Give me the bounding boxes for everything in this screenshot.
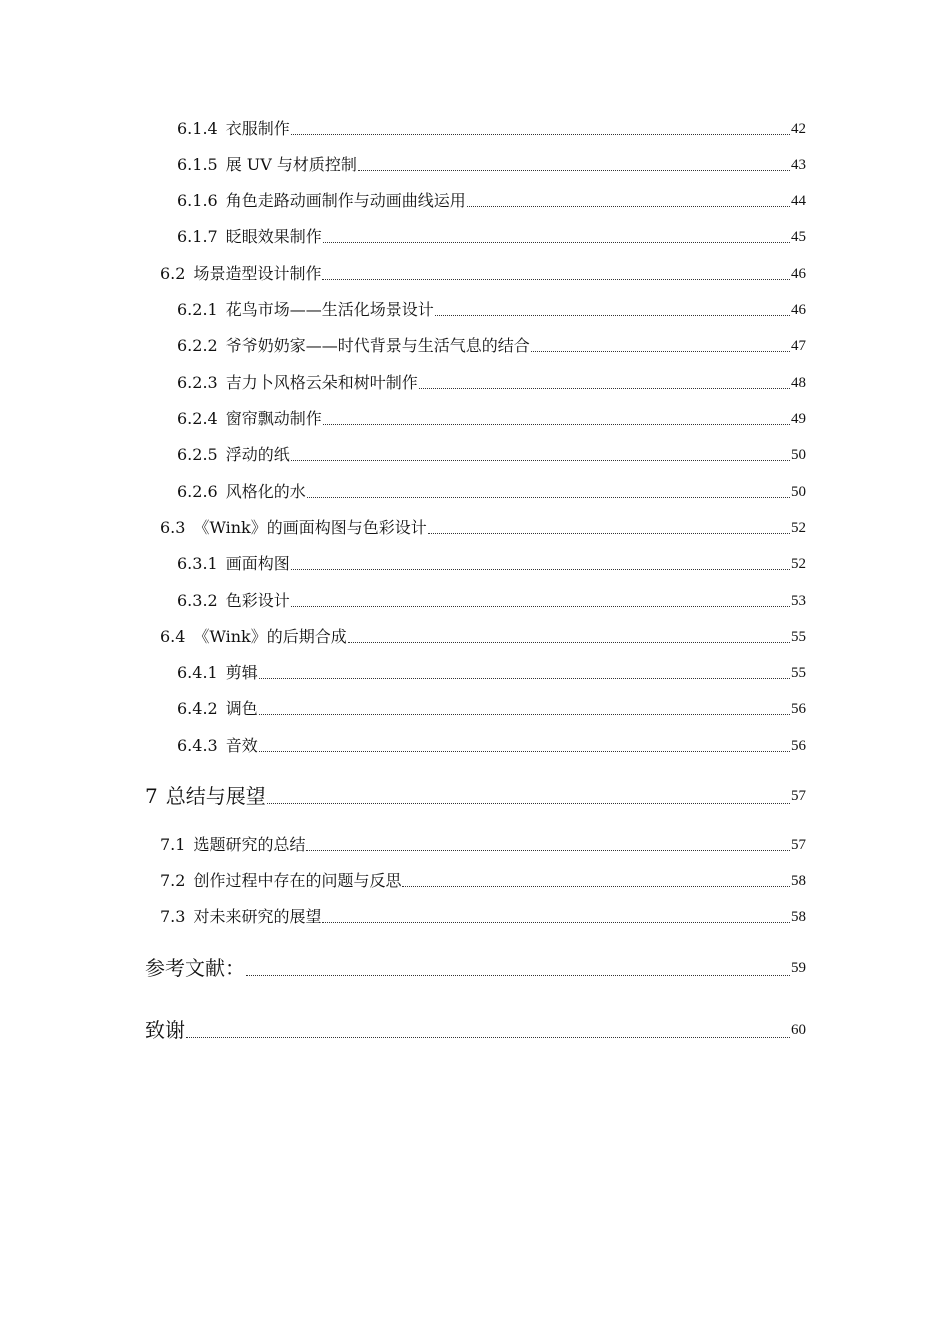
toc-number: 6.4.3 <box>177 736 218 755</box>
toc-entry[interactable] <box>160 264 806 284</box>
toc-title: 窗帘飘动制作 <box>225 409 322 428</box>
dot-leader <box>358 169 790 171</box>
toc-entry[interactable] <box>177 699 806 719</box>
toc-number: 6.2.3 <box>177 373 218 392</box>
toc-page: 60 <box>791 1022 806 1038</box>
toc-entry[interactable] <box>177 736 806 756</box>
toc-page: 47 <box>791 338 806 354</box>
toc-title: 音效 <box>225 736 258 755</box>
toc-title: 调色 <box>225 699 258 718</box>
toc-page: 46 <box>791 266 806 282</box>
toc-entry[interactable] <box>177 373 806 393</box>
dot-leader <box>348 641 790 643</box>
toc-page: 57 <box>791 837 806 853</box>
toc-number: 6.2.2 <box>177 336 218 355</box>
toc-title: 角色走路动画制作与动画曲线运用 <box>225 191 466 210</box>
dot-leader <box>306 849 790 851</box>
toc-entry[interactable] <box>160 518 806 538</box>
toc-page: 50 <box>791 447 806 463</box>
toc-number: 7 <box>145 784 158 808</box>
toc-entry[interactable] <box>177 409 806 429</box>
toc-title: 参考文献： <box>145 956 245 980</box>
dot-leader <box>322 921 790 923</box>
toc-page: 57 <box>791 788 806 804</box>
dot-leader <box>291 133 790 135</box>
toc-title: 爷爷奶奶家——时代背景与生活气息的结合 <box>225 336 530 355</box>
toc-title: 花鸟市场——生活化场景设计 <box>225 300 434 319</box>
toc-title: 场景造型设计制作 <box>193 264 322 283</box>
toc-page: 49 <box>791 411 806 427</box>
toc-number: 7.3 <box>160 907 186 926</box>
toc-number: 6.1.4 <box>177 119 218 138</box>
toc-number: 6.3 <box>160 518 186 537</box>
toc-page: 56 <box>791 701 806 717</box>
toc-number: 6.2.6 <box>177 482 218 501</box>
toc-number: 6.2.4 <box>177 409 218 428</box>
toc-page: 55 <box>791 665 806 681</box>
toc-title: 色彩设计 <box>225 591 290 610</box>
toc-title: 吉力卜风格云朵和树叶制作 <box>225 373 418 392</box>
toc-entry[interactable] <box>160 871 806 891</box>
toc-title: 《Wink》的画面构图与色彩设计 <box>193 518 427 537</box>
toc-page: 55 <box>791 629 806 645</box>
toc-number: 6.2 <box>160 264 186 283</box>
toc-entry[interactable] <box>177 482 806 502</box>
toc-number: 6.4.2 <box>177 699 218 718</box>
dot-leader <box>307 496 790 498</box>
toc-title: 对未来研究的展望 <box>193 907 322 926</box>
toc-number: 6.1.6 <box>177 191 218 210</box>
dot-leader <box>186 1036 790 1038</box>
toc-number: 6.3.1 <box>177 554 218 573</box>
toc-page: 44 <box>791 193 806 209</box>
toc-number: 7.2 <box>160 871 186 890</box>
toc-page: 56 <box>791 738 806 754</box>
toc-page: 53 <box>791 593 806 609</box>
toc-page: 46 <box>791 302 806 318</box>
toc-title: 总结与展望 <box>165 784 266 808</box>
toc-entry-acknowledgements[interactable] <box>145 1018 806 1042</box>
toc-entry[interactable] <box>177 445 806 465</box>
toc-entry[interactable] <box>145 784 806 808</box>
dot-leader <box>246 974 790 976</box>
toc-number: 6.1.7 <box>177 227 218 246</box>
dot-leader <box>419 387 790 389</box>
toc-page: 45 <box>791 229 806 245</box>
toc-page: 59 <box>791 960 806 976</box>
dot-leader <box>402 885 790 887</box>
toc-entry[interactable] <box>160 835 806 855</box>
toc-entry[interactable] <box>177 300 806 320</box>
toc-title: 创作过程中存在的问题与反思 <box>193 871 402 890</box>
dot-leader <box>435 314 790 316</box>
toc-page: 48 <box>791 375 806 391</box>
toc-entry[interactable] <box>177 119 806 139</box>
toc-number: 7.1 <box>160 835 186 854</box>
toc-entry[interactable] <box>160 907 806 927</box>
dot-leader <box>267 802 790 804</box>
toc-title: 《Wink》的后期合成 <box>193 627 347 646</box>
toc-page: 42 <box>791 121 806 137</box>
toc-page: 58 <box>791 873 806 889</box>
toc-title: 衣服制作 <box>225 119 290 138</box>
dot-leader <box>467 205 790 207</box>
dot-leader <box>322 278 790 280</box>
toc-title: 选题研究的总结 <box>193 835 306 854</box>
toc-number: 6.2.5 <box>177 445 218 464</box>
toc-title: 风格化的水 <box>225 482 306 501</box>
toc-entry[interactable] <box>177 227 806 247</box>
toc-number: 6.2.1 <box>177 300 218 319</box>
toc-entry[interactable] <box>177 336 806 356</box>
dot-leader <box>291 459 790 461</box>
toc-entry[interactable] <box>177 663 806 683</box>
dot-leader <box>291 605 790 607</box>
toc-title: 浮动的纸 <box>225 445 290 464</box>
toc-entry[interactable] <box>177 155 806 175</box>
toc-entry-references[interactable] <box>145 956 806 980</box>
dot-leader <box>428 532 790 534</box>
toc-title: 展 UV 与材质控制 <box>225 155 357 174</box>
toc-title: 剪辑 <box>225 663 258 682</box>
dot-leader <box>323 423 790 425</box>
toc-title: 致谢 <box>145 1018 185 1042</box>
toc-number: 6.3.2 <box>177 591 218 610</box>
dot-leader <box>259 677 790 679</box>
toc-entry[interactable] <box>177 591 806 611</box>
dot-leader <box>291 568 790 570</box>
toc-title: 画面构图 <box>225 554 290 573</box>
toc-number: 6.1.5 <box>177 155 218 174</box>
dot-leader <box>259 713 790 715</box>
toc-title: 眨眼效果制作 <box>225 227 322 246</box>
toc-page: 50 <box>791 484 806 500</box>
dot-leader <box>323 241 790 243</box>
dot-leader <box>531 350 790 352</box>
toc-entry[interactable] <box>160 627 806 647</box>
toc-page: 58 <box>791 909 806 925</box>
toc-page: 52 <box>791 556 806 572</box>
toc-entry[interactable] <box>177 554 806 574</box>
toc-page: 52 <box>791 520 806 536</box>
dot-leader <box>259 750 790 752</box>
toc-number: 6.4 <box>160 627 186 646</box>
toc-number: 6.4.1 <box>177 663 218 682</box>
toc-entry[interactable] <box>177 191 806 211</box>
toc-page: 43 <box>791 157 806 173</box>
